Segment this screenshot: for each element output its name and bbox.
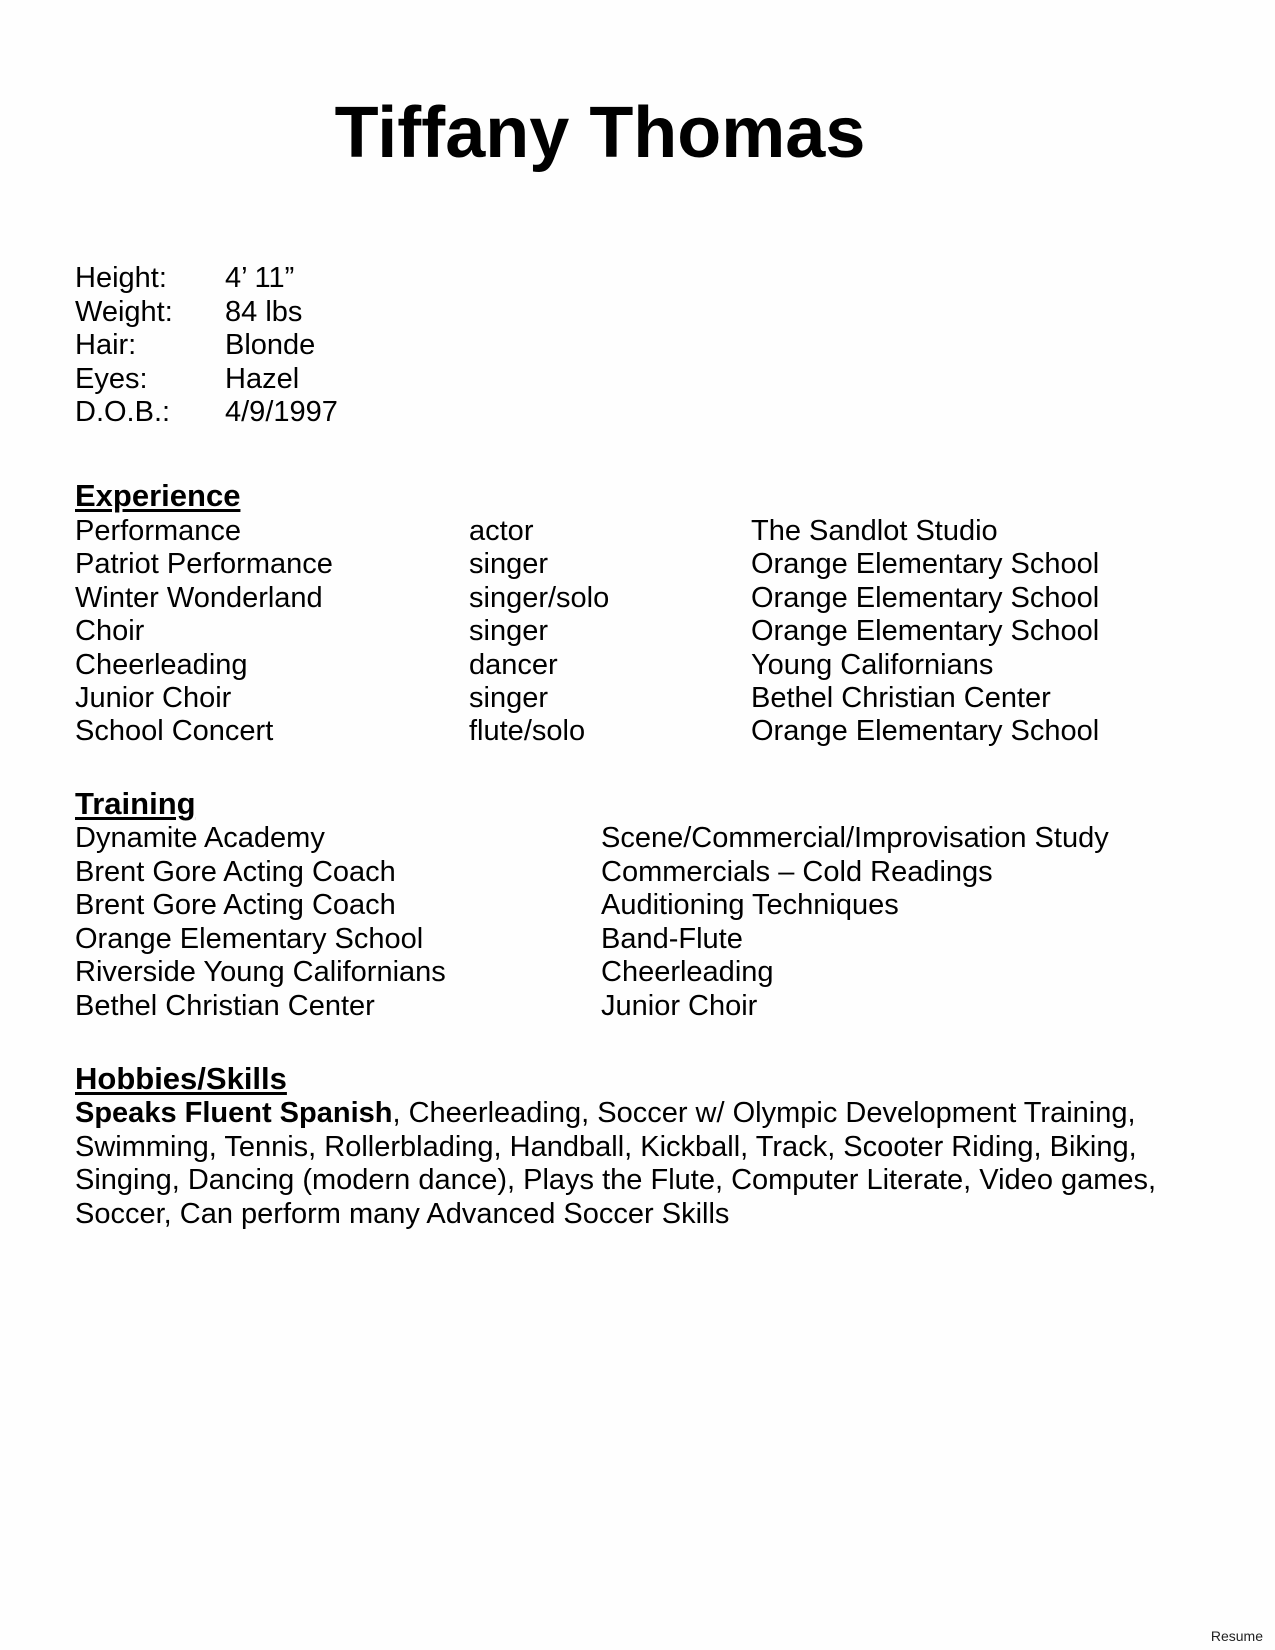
experience-venue: Young Californians	[751, 648, 994, 681]
experience-row	[75, 649, 1099, 682]
stat-row-dob	[75, 396, 338, 430]
experience-row	[75, 582, 1099, 615]
stat-label: Weight:	[75, 295, 173, 328]
experience-role: singer	[469, 548, 548, 581]
hobbies-bold-lead: Speaks Fluent Spanish	[75, 1097, 393, 1129]
experience-role: singer	[469, 615, 548, 648]
training-study: Cheerleading	[601, 956, 774, 989]
experience-venue: The Sandlot Studio	[751, 515, 998, 547]
stat-label: Height:	[75, 262, 167, 294]
stat-value: Blonde	[225, 329, 316, 361]
stat-value: 4/9/1997	[225, 396, 338, 428]
experience-event: Performance	[75, 515, 242, 547]
stat-value: 84 lbs	[225, 295, 303, 328]
resume-name: Tiffany Thomas	[334, 93, 866, 173]
training-study: Auditioning Techniques	[601, 889, 899, 922]
stat-label: D.O.B.:	[75, 396, 171, 428]
stat-value: Hazel	[225, 362, 300, 395]
personal-stats	[75, 262, 338, 430]
training-school: Bethel Christian Center	[75, 989, 375, 1022]
experience-event: Patriot Performance	[75, 548, 333, 581]
stat-label: Hair:	[75, 329, 137, 361]
experience-event: Cheerleading	[75, 648, 248, 681]
training-study: Band-Flute	[601, 922, 743, 955]
footer-label: Resume	[1210, 1628, 1263, 1644]
stat-label: Eyes:	[75, 362, 148, 395]
experience-table	[75, 515, 1099, 749]
stat-row-height	[75, 262, 338, 296]
training-school: Brent Gore Acting Coach	[75, 889, 396, 922]
training-heading: Training	[75, 786, 196, 821]
training-row	[75, 956, 1109, 990]
experience-role: singer	[469, 681, 548, 714]
experience-venue: Bethel Christian Center	[751, 681, 1051, 714]
hobbies-paragraph	[75, 1097, 1195, 1231]
experience-event: Winter Wonderland	[75, 581, 323, 614]
experience-event: Choir	[75, 615, 145, 648]
experience-venue: Orange Elementary School	[751, 581, 1100, 614]
experience-heading: Experience	[75, 478, 241, 513]
training-row	[75, 923, 1109, 957]
training-study: Junior Choir	[601, 989, 758, 1022]
training-school: Brent Gore Acting Coach	[75, 855, 396, 888]
experience-role: dancer	[469, 648, 558, 681]
experience-role: actor	[469, 515, 534, 547]
experience-row	[75, 615, 1099, 648]
hobbies-heading: Hobbies/Skills	[75, 1061, 287, 1096]
training-row	[75, 856, 1109, 890]
experience-event: School Concert	[75, 715, 274, 748]
training-row	[75, 990, 1109, 1024]
experience-row	[75, 682, 1099, 715]
experience-row	[75, 548, 1099, 581]
stat-value: 4’ 11”	[225, 262, 295, 294]
stat-row-weight	[75, 296, 338, 330]
experience-row	[75, 715, 1099, 748]
experience-row	[75, 515, 1099, 548]
experience-venue: Orange Elementary School	[751, 615, 1100, 648]
training-school: Orange Elementary School	[75, 922, 424, 955]
experience-role: singer/solo	[469, 581, 610, 614]
training-study: Scene/Commercial/Improvisation Study	[601, 822, 1109, 854]
training-row	[75, 889, 1109, 923]
experience-venue: Orange Elementary School	[751, 548, 1100, 581]
experience-venue: Orange Elementary School	[751, 715, 1100, 748]
training-row	[75, 822, 1109, 856]
training-school: Riverside Young Californians	[75, 956, 446, 989]
training-table	[75, 822, 1109, 1024]
experience-event: Junior Choir	[75, 681, 232, 714]
hobbies-text: , Cheerleading, Soccer w/ Olympic Development Training, Swimming, Tennis, Rollerblading, Handball, Kickball, Track, Scooter Riding, Biking, Singing, Dancing (modern dance), Plays the Flute, Computer Literate, Video games, Soccer, Can perform many Advanced Soccer Skills	[75, 1097, 1157, 1230]
training-school: Dynamite Academy	[75, 822, 325, 854]
stat-row-hair	[75, 329, 338, 363]
training-study: Commercials – Cold Readings	[601, 855, 993, 888]
stat-row-eyes	[75, 363, 338, 397]
experience-role: flute/solo	[469, 715, 586, 748]
